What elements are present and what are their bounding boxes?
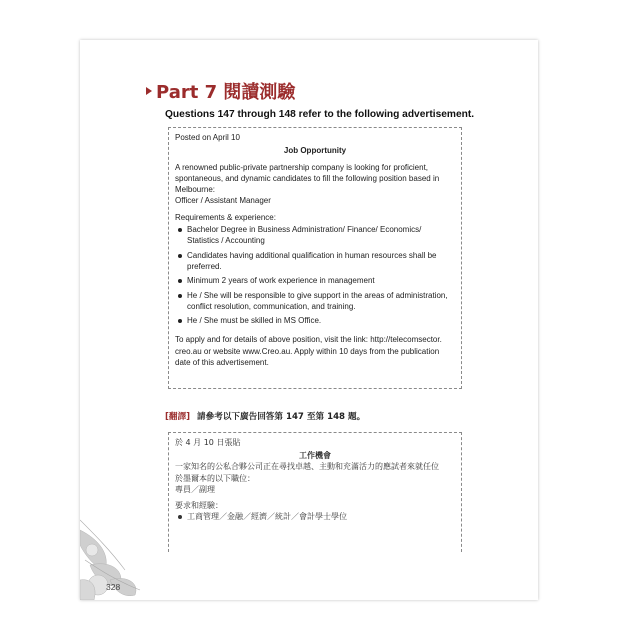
zh-title: 工作機會 <box>299 451 331 461</box>
position-title: Officer / Assistant Manager <box>175 196 271 206</box>
page-number: 328 <box>106 582 121 592</box>
list-item: He / She must be skilled in MS Office. <box>175 315 455 326</box>
triangle-bullet-icon <box>146 87 152 95</box>
zh-requirements-list <box>175 511 455 522</box>
intro-line: A renowned public-private partnership company is looking for proficient, <box>175 162 429 172</box>
list-item: 工商管理／金融／經濟／統計／會計學士學位 <box>175 511 455 522</box>
book-page <box>80 40 538 600</box>
intro-line: Melbourne: <box>175 185 216 195</box>
requirements-list <box>175 224 455 326</box>
list-item: Bachelor Degree in Business Administration/ Finance/ Economics/ Statistics / Accounting <box>175 224 455 247</box>
part-title <box>146 78 295 104</box>
list-item: Candidates having additional qualification in human resources shall be preferred. <box>175 250 455 273</box>
intro-line: spontaneous, and dynamic candidates to fill the following position based in <box>175 173 440 183</box>
posted-date: Posted on April 10 <box>175 133 240 142</box>
zh-requirements-heading: 要求和經驗： <box>175 501 223 511</box>
translation-box <box>168 432 462 552</box>
translation-instruction <box>165 410 365 422</box>
apply-line: creo.au or website www.Creo.au. Apply within 10 days from the publication <box>175 346 440 356</box>
ad-title: Job Opportunity <box>283 146 347 156</box>
zh-intro-line: 於墨爾本的以下職位： <box>175 473 255 483</box>
apply-line: date of this advertisement. <box>175 358 269 368</box>
part-title-text: Part 7 閱讀測驗 <box>156 82 296 103</box>
zh-position: 專員／副理 <box>175 484 215 494</box>
apply-line: To apply and for details of above position, visit the link: http://telecomsector. <box>175 335 442 345</box>
requirements-heading: Requirements & experience: <box>175 212 276 222</box>
zh-posted-date: 於 4 月 10 日張貼 <box>175 438 241 447</box>
list-item: He / She will be responsible to give support in the areas of administration, conflict resolution, communication, and training. <box>175 290 455 313</box>
list-item: Minimum 2 years of work experience in management <box>175 275 455 286</box>
translation-instruction-text: 請參考以下廣告回答第 147 至第 148 題。 <box>197 412 366 422</box>
advertisement-box <box>168 127 462 389</box>
question-instruction: Questions 147 through 148 refer to the following advertisement. <box>165 109 475 120</box>
translation-tag: [翻譯] <box>165 412 191 422</box>
zh-intro-line: 一家知名的公私合夥公司正在尋找卓越、主動和充滿活力的應試者來就任位 <box>175 462 439 472</box>
